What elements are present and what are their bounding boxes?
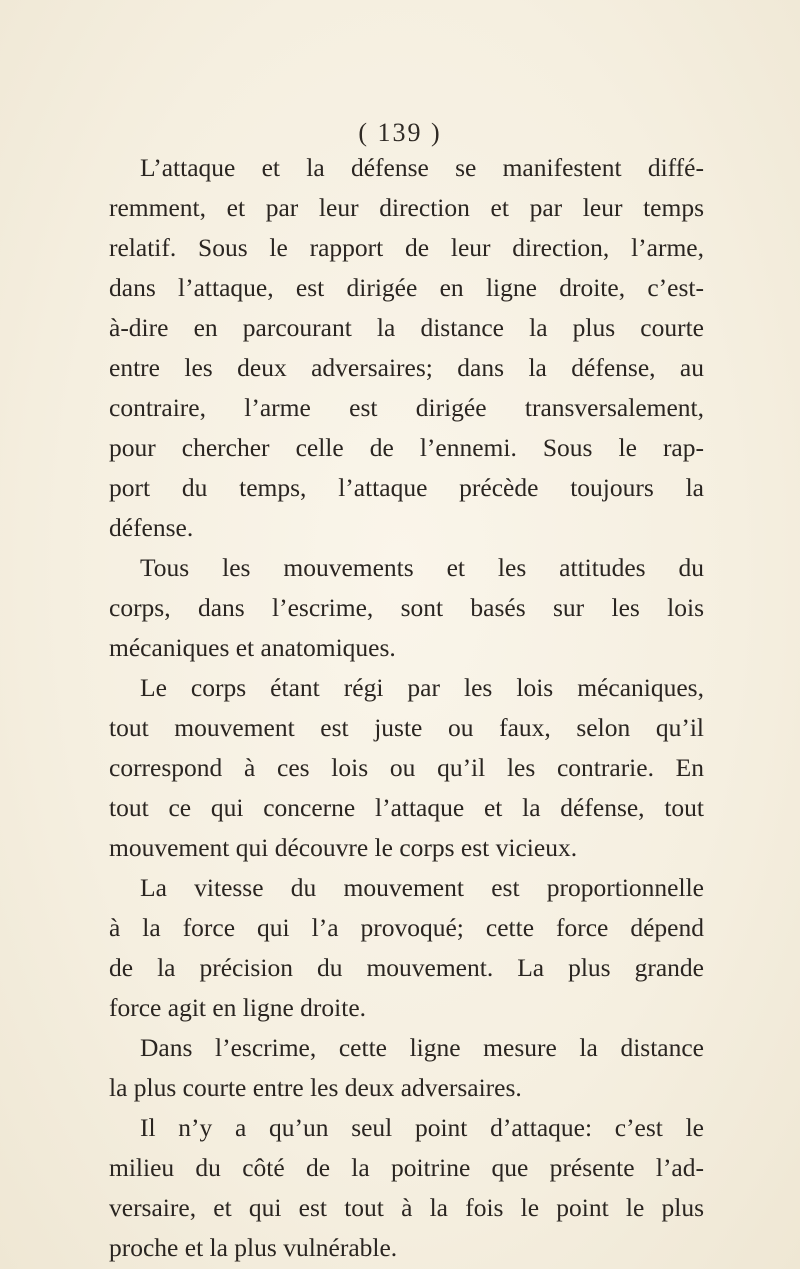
text-line: entre les deux adversaires; dans la défense, au (109, 353, 704, 382)
text-line: La vitesse du mouvement est proportionnelle (140, 873, 704, 902)
text-line: correspond à ces lois ou qu’il les contrarie. En (109, 753, 704, 782)
text-line: milieu du côté de la poitrine que présente l’ad- (109, 1153, 704, 1182)
text-line: force agit en ligne droite. (109, 993, 367, 1022)
text-line: remment, et par leur direction et par leur temps (109, 193, 704, 222)
text-line: mouvement qui découvre le corps est vicieux. (109, 833, 578, 862)
text-line: à-dire en parcourant la distance la plus courte (109, 313, 704, 342)
text-line: L’attaque et la défense se manifestent diffé- (140, 153, 704, 182)
text-line: Tous les mouvements et les attitudes du (140, 553, 704, 582)
text-line: Le corps étant régi par les lois mécaniques, (140, 673, 704, 702)
text-line: Il n’y a qu’un seul point d’attaque: c’est le (140, 1113, 704, 1142)
text-line: la plus courte entre les deux adversaires. (109, 1073, 522, 1102)
page-number: ( 139 ) (358, 118, 442, 147)
text-line: tout ce qui concerne l’attaque et la défense, tout (109, 793, 704, 822)
text-line: Dans l’escrime, cette ligne mesure la distance (140, 1033, 704, 1062)
text-line: corps, dans l’escrime, sont basés sur les lois (109, 593, 704, 622)
text-line: de la précision du mouvement. La plus grande (109, 953, 704, 982)
text-line: pour chercher celle de l’ennemi. Sous le rap- (109, 433, 704, 462)
text-line: défense. (109, 513, 194, 542)
text-line: port du temps, l’attaque précède toujours la (109, 473, 704, 502)
text-line: tout mouvement est juste ou faux, selon qu’il (109, 713, 704, 742)
text-line: proche et la plus vulnérable. (109, 1233, 398, 1262)
text-line: à la force qui l’a provoqué; cette force dépend (109, 913, 704, 942)
text-line: versaire, et qui est tout à la fois le point le plus (109, 1193, 704, 1222)
text-line: contraire, l’arme est dirigée transversalement, (109, 393, 704, 422)
text-line: mécaniques et anatomiques. (109, 633, 396, 662)
text-line: relatif. Sous le rapport de leur direction, l’arme, (109, 233, 704, 262)
text-line: dans l’attaque, est dirigée en ligne droite, c’est- (109, 273, 704, 302)
